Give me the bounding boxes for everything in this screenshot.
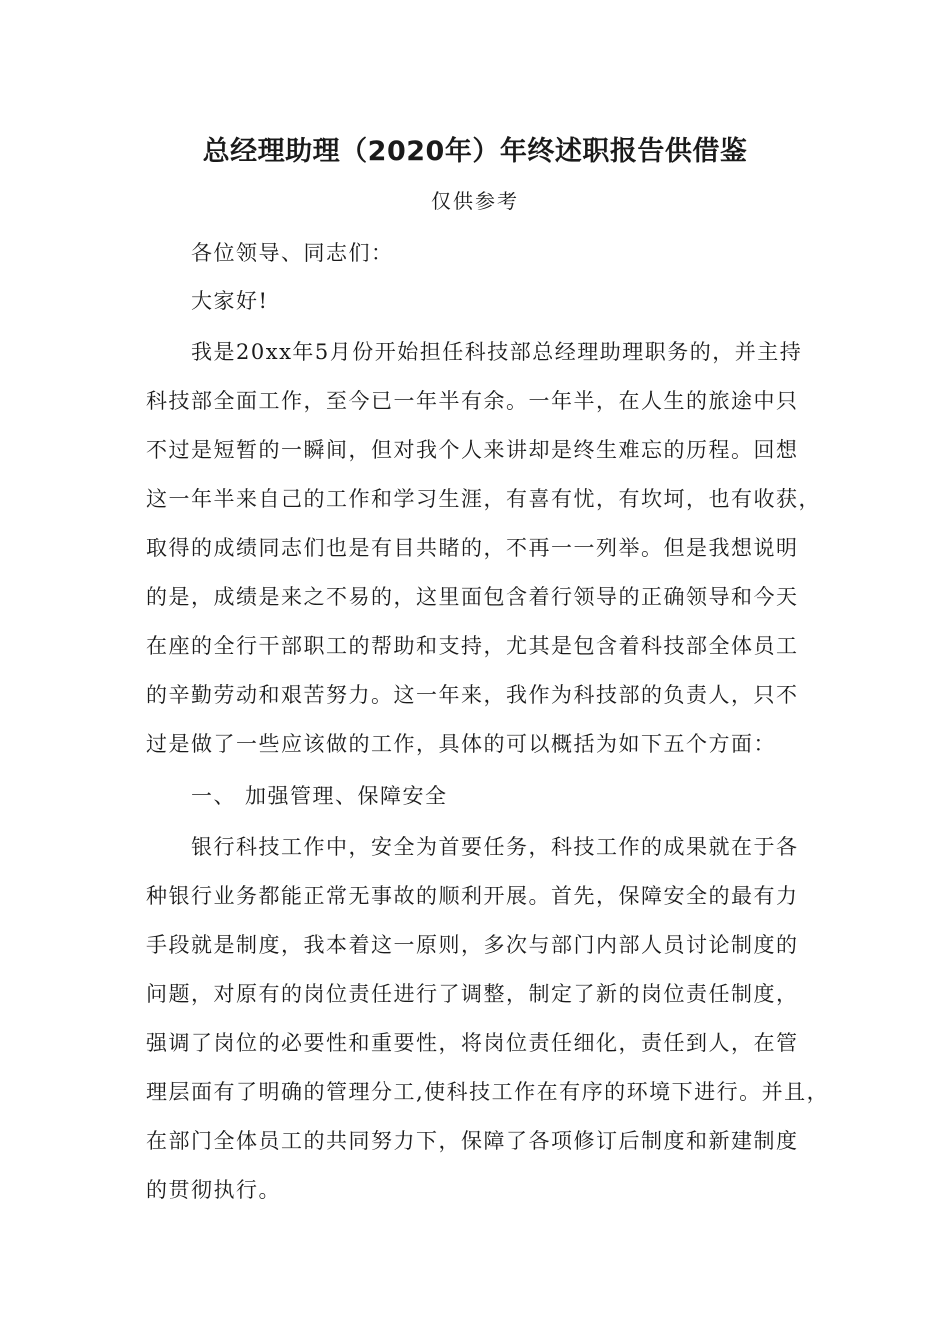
paragraph-line: 理层面有了明确的管理分工,使科技工作在有序的环境下进行。并且， [146, 1080, 830, 1104]
paragraph-line: 的贯彻执行。 [146, 1178, 281, 1202]
paragraph-line: 问题，对原有的岗位责任进行了调整，制定了新的岗位责任制度， [146, 982, 799, 1006]
section-heading [191, 781, 448, 811]
paragraph-line: 我是20xx年5月份开始担任科技部总经理助理职务的，并主持 [191, 340, 803, 364]
paragraph-line: 取得的成绩同志们也是有目共睹的，不再一一列举。但是我想说明 [146, 536, 799, 560]
paragraph-line: 在座的全行干部职工的帮助和支持，尤其是包含着科技部全体员工 [146, 634, 799, 658]
paragraph-line: 手段就是制度，我本着这一原则，多次与部门内部人员讨论制度的 [146, 933, 799, 957]
paragraph-line: 不过是短暂的一瞬间，但对我个人来讲却是终生难忘的历程。回想 [146, 438, 799, 462]
paragraph-line: 科技部全面工作，至今已一年半有余。一年半，在人生的旅途中只 [146, 389, 799, 413]
paragraph-line: 的是，成绩是来之不易的，这里面包含着行领导的正确领导和今天 [146, 585, 799, 609]
paragraph-line: 种银行业务都能正常无事故的顺利开展。首先，保障安全的最有力 [146, 884, 799, 908]
salutation: 各位领导、同志们： [191, 241, 394, 265]
paragraph-line: 银行科技工作中，安全为首要任务，科技工作的成果就在于各 [191, 835, 799, 859]
section-number: 一、 [191, 784, 236, 808]
paragraph-line: 这一年半来自己的工作和学习生涯，有喜有忧，有坎坷，也有收获， [146, 487, 821, 511]
paragraph-line: 在部门全体员工的共同努力下，保障了各项修订后制度和新建制度 [146, 1129, 799, 1153]
greeting: 大家好! [191, 289, 269, 313]
paragraph-line: 强调了岗位的必要性和重要性，将岗位责任细化，责任到人，在管 [146, 1031, 799, 1055]
paragraph-line: 过是做了一些应该做的工作，具体的可以概括为如下五个方面： [146, 732, 776, 756]
document-subtitle: 仅供参考 [431, 189, 519, 213]
document-title: 总经理助理（2020年）年终述职报告供借鉴 [202, 136, 748, 167]
paragraph-line: 的辛勤劳动和艰苦努力。这一年来，我作为科技部的负责人，只不 [146, 683, 799, 707]
section-heading-text: 加强管理、保障安全 [245, 784, 448, 808]
